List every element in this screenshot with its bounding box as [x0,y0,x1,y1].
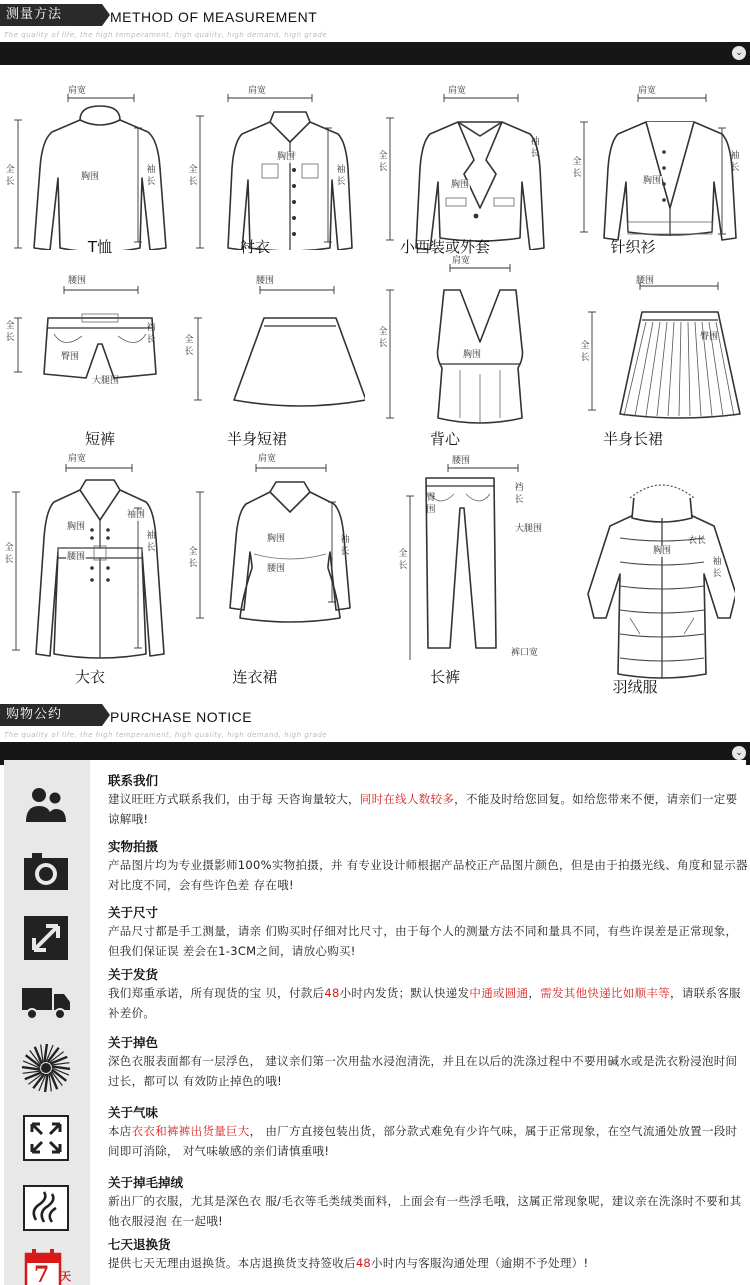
notice-item [108,904,748,961]
garment-11 [380,450,550,710]
calendar-day: 7 [34,1262,50,1285]
garment-name: 大衣 [74,668,105,686]
garment-name: 衬衣 [239,238,270,256]
measurement-title: METHOD OF MEASUREMENT [110,9,318,25]
garment-6 [184,270,365,460]
measure-label-chest: 胸围 [81,172,100,182]
notice-item-body [108,1121,748,1161]
notice-item-title: 关于掉色 [108,1035,159,1050]
measure-label-waist: 腰围 [67,552,86,562]
measure-label-waist: 腰围 [452,456,471,466]
measure-label-sleeve: 袖长 [730,151,740,173]
measure-label-hip: 臀围 [61,352,80,362]
notice-item-title: 关于掉毛掉绒 [108,1175,184,1190]
notice-item [108,1236,748,1273]
garment-drawing [0,80,170,250]
notice-subtitle: The quality of life, the high temperament, high quality, high demand, high grade [4,731,328,739]
measure-label-sleeve: 袖长 [712,557,722,579]
measure-label-hip: 臀围 [700,332,719,342]
measure-label-chest: 胸围 [267,534,286,544]
notice-title: PURCHASE NOTICE [110,709,253,725]
notice-item [108,838,748,895]
garment-name: 连衣裙 [232,668,278,686]
measure-label-length: 全长 [378,151,388,173]
measure-label-chest: 胸围 [67,522,86,532]
measure-label-armhole: 袖围 [127,510,146,520]
garment-12 [560,460,735,730]
measurement-subtitle: The quality of life, the high temperament, high quality, high demand, high grade [4,31,328,39]
measure-label-waist: 腰围 [267,564,286,574]
body-text: ，请联系客服补差价。 [108,986,741,1020]
measure-label-sleeve: 袖长 [340,535,350,557]
measure-label-chest: 胸围 [277,152,296,162]
measure-label-hem: 裤口宽 [511,648,539,658]
highlight-text: 48 [324,986,340,1000]
color-wheel-icon [18,1040,74,1096]
notice-item-body [108,789,748,829]
contact-icon [18,778,74,834]
measurement-tag: 测量方法 [0,4,102,26]
garment-name: 长裤 [429,668,460,686]
measurement-bar [0,42,750,65]
body-text: 本店 [108,1124,132,1138]
measure-label-shoulder: 肩宽 [452,256,471,266]
measure-label-crotch: 裆长 [514,483,524,505]
body-text: 小时内发货；默认快递发 [339,986,470,1000]
garment-drawing [190,450,360,640]
notice-item-body [108,983,748,1023]
highlight-text: 中通或圆通 [469,986,529,1000]
garment-drawing [380,260,550,430]
garment-name: 针织衫 [610,238,656,256]
garment-1 [0,80,170,300]
measure-label-chest: 胸围 [643,176,662,186]
highlight-text: 同时在线人数较多 [359,792,455,806]
measure-label-chest: 胸围 [653,546,672,556]
notice-item-body [108,855,748,895]
body-text: 产品图片均为专业摄影师100%实物拍摄，并 有专业设计师根据产品校正产品图片颜色，但是由于拍摄光线、角度和显示器对比度不同，会有些许色差 存在哦! [108,858,748,892]
chevron-down-icon[interactable]: ⌄ [732,46,746,60]
measure-label-length: 全长 [188,547,198,569]
measure-label-length: 衣长 [688,536,707,546]
highlight-text: 衣衣和裤裤出货量巨大 [131,1124,250,1138]
measure-label-shoulder: 肩宽 [68,86,87,96]
garment-name: 半身短裙 [226,430,287,448]
measure-label-waist: 腰围 [68,276,87,286]
body-text: ，不能及时给您回复。如给您带来不便，请亲们一定要谅解哦! [108,792,738,826]
garment-drawing [380,80,550,250]
notice-item-body [108,1051,748,1091]
notice-item [108,1104,748,1161]
notice-item-body [108,1191,748,1231]
measure-label-sleeve: 袖长 [336,165,346,187]
notice-panel [4,760,746,1285]
garment-8 [570,270,745,470]
measure-label-hip: 臀围 [426,493,436,515]
measure-label-chest: 胸围 [451,180,470,190]
body-text: ， [528,986,541,1000]
garment-drawing [0,270,170,400]
notice-item-title: 关于尺寸 [108,905,159,920]
body-text: 提供七天无理由退换货。本店退换货支持签收后 [108,1256,356,1270]
measure-label-crotch: 裆长 [146,323,156,345]
camera-icon [18,844,74,900]
garment-5 [0,270,170,450]
measurement-header [0,0,750,60]
measure-label-shoulder: 肩宽 [68,454,87,464]
measure-label-length: 全长 [184,335,194,357]
calendar-suffix: 天 [60,1270,71,1283]
notice-item-title: 七天退换货 [108,1237,171,1252]
garment-name: 短裤 [84,430,115,448]
measure-label-sleeve: 袖长 [530,137,540,159]
garment-name: 小西装或外套 [399,238,490,256]
measure-label-sleeve: 袖长 [146,165,156,187]
measure-label-sleeve: 袖长 [146,531,156,553]
body-text: 我们郑重承诺，所有现货的宝 贝，付款后 [108,986,325,1000]
notice-item [108,1034,748,1091]
garment-10 [190,450,360,690]
body-text: 新出厂的衣服，尤其是深色衣 服/毛衣等毛类绒类面料，上面会有一些浮毛哦，这属正常现象呢，建议亲在洗涤时不要和其他衣服浸泡 在一起哦! [108,1194,742,1228]
resize-icon [18,910,74,966]
highlight-text: 48 [355,1256,372,1270]
garment-drawing [570,270,745,420]
garment-name: 羽绒服 [612,678,658,696]
calendar-7-icon [18,1242,74,1285]
body-text: 小时内与客服沟通处理（逾期不予处理）! [371,1256,589,1270]
notice-item [108,966,748,1023]
measure-label-chest: 胸围 [463,350,482,360]
notice-item-title: 联系我们 [108,773,159,788]
notice-item-body [108,921,748,961]
body-text: ， 由厂方直接包装出货，部分款式难免有少许气味，属于正常现象，在空气流通处放置一段时间即可消除， 对气味敏感的亲们请慎重哦! [108,1124,738,1158]
notice-tag: 购物公约 [0,704,102,726]
garment-2 [190,80,360,300]
notice-header [0,700,750,760]
measure-label-waist: 腰围 [256,276,275,286]
measure-label-length: 全长 [378,327,388,349]
body-text: 建议旺旺方式联系我们，由于每 天咨询量较大， [108,792,360,806]
notice-item-title: 关于发货 [108,967,159,982]
notice-item-body [108,1253,748,1273]
garment-name: 背心 [429,430,460,448]
garment-name: T恤 [87,238,113,256]
garment-4 [570,80,745,300]
body-text: 深色衣服表面都有一层浮色， 建议亲们第一次用盐水浸泡清洗，并且在以后的洗涤过程中不要用碱水或是洗衣粉浸泡时间过长，都可以 有效防止掉色的哦! [108,1054,738,1088]
measure-label-shoulder: 肩宽 [638,86,657,96]
garment-drawing [560,460,735,680]
measure-label-waist: 腰围 [636,276,655,286]
measure-label-length: 全长 [4,543,14,565]
measure-label-thigh: 大腿围 [515,524,543,534]
expand-icon [18,1110,74,1166]
measure-label-length: 全长 [188,165,198,187]
garment-7 [378,256,550,480]
measure-label-shoulder: 肩宽 [448,86,467,96]
body-text: 产品尺寸都是手工测量，请亲 们购买时仔细对比尺寸，由于每个人的测量方法不同和量具不同，有些许误差是正常现象，但我们保证误 差会在1-3CM之间，请放心购买! [108,924,738,958]
measure-label-length: 全长 [5,321,15,343]
measure-label-thigh: 大腿围 [92,376,120,386]
garment-drawing [190,270,365,410]
garment-drawing [570,80,745,250]
measure-label-length: 全长 [572,157,582,179]
highlight-text: 需发其他快递比如顺丰等 [540,986,671,1000]
measure-label-shoulder: 肩宽 [248,86,267,96]
measure-label-length: 全长 [398,549,408,571]
measure-label-length: 全长 [580,341,590,363]
notice-item [108,772,748,829]
notice-item [108,1174,748,1231]
garment-name: 半身长裙 [602,430,663,448]
notice-item-title: 实物拍摄 [108,839,159,854]
garment-9 [0,450,170,710]
truck-icon [18,972,74,1028]
chevron-down-icon[interactable]: ⌄ [732,746,746,760]
measure-label-shoulder: 肩宽 [258,454,277,464]
fluff-icon [18,1180,74,1236]
measure-label-length: 全长 [5,165,15,187]
notice-item-title: 关于气味 [108,1105,159,1120]
garment-drawing [190,80,360,250]
